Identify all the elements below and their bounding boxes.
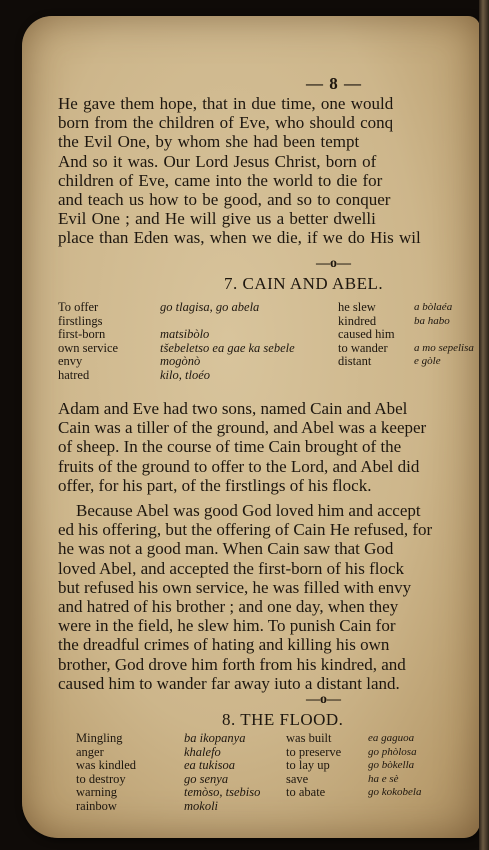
section-separator: —o— <box>316 256 351 271</box>
intro-paragraph <box>58 94 421 248</box>
vocab-translation-col-2 <box>368 732 421 800</box>
vocab-english-col-2 <box>338 301 395 369</box>
vocab-translation: temòso, tsebiso <box>184 785 261 800</box>
text-line: children of Eve, came into the world to die for <box>58 170 383 190</box>
vocab-term: caused him <box>338 327 395 342</box>
vocab-english-col <box>58 301 118 383</box>
vocab-translation: ea tukisoa <box>184 758 236 773</box>
page-number: — 8 — <box>306 74 362 93</box>
vocab-translation: tšebeletso ea gae ka sebele <box>160 340 295 355</box>
vocab-translation: go senya <box>184 771 229 786</box>
vocab-translation-col-2 <box>414 301 474 369</box>
text-line: loved Abel, and accepted the first-born of his flock <box>58 558 405 578</box>
text-line: ed his offering, but the offering of Cain He refused, for <box>58 520 433 540</box>
text-line: Adam and Eve had two sons, named Cain and Abel <box>58 399 408 418</box>
vocabulary-list <box>58 732 480 822</box>
text-line: the dreadful crimes of hating and killing his own <box>58 635 390 655</box>
vocab-translation: go tlagisa, go abela <box>160 300 260 314</box>
text-line: were in the field, he slew him. To punish Cain for <box>58 616 396 636</box>
text-line: the Evil One, by whom she had been tempt <box>58 132 360 152</box>
text-line: he was not a good man. When Cain saw that God <box>58 539 394 559</box>
vocab-translation: ea gaguoa <box>368 732 415 744</box>
vocab-term: to lay up <box>286 758 330 773</box>
text-line: but refused his own service, he was filled with envy <box>58 577 412 597</box>
vocab-english-col-2 <box>286 732 341 800</box>
vocab-translation: ha e sè <box>368 772 399 785</box>
text-line: Because Abel was good God loved him and accept <box>76 501 421 520</box>
text-line: Evil One ; and He will give us a better dwelli <box>58 209 376 229</box>
vocab-term: envy <box>58 354 83 369</box>
story-paragraph-1 <box>58 399 426 495</box>
vocab-translation: ba ikopanya <box>184 731 246 745</box>
vocab-translation-col <box>184 732 260 814</box>
vocab-translation: mokoli <box>184 798 219 813</box>
vocab-translation: khalefo <box>184 744 221 759</box>
vocab-translation: mogònò <box>160 354 201 369</box>
section-heading: 8. THE FLOOD. <box>222 710 344 729</box>
vocab-translation: ba habo <box>414 314 450 327</box>
vocab-term: to destroy <box>76 771 126 786</box>
vocab-term: To offer <box>58 300 99 314</box>
vocab-translation: a mo sepelisa <box>414 341 474 354</box>
vocab-term: first-born <box>58 327 106 342</box>
text-line: caused him to wander far away iuto a distant land. <box>58 673 400 693</box>
text-line: and teach us how to be good, and so to conquer <box>58 190 391 210</box>
vocab-english-col <box>76 732 136 814</box>
vocab-term: anger <box>76 744 104 759</box>
vocab-translation <box>414 328 474 342</box>
text-line: brother, God drove him forth from his kindred, and <box>58 654 406 674</box>
story-paragraph-2 <box>58 501 432 693</box>
vocab-term: to wander <box>338 340 388 355</box>
section-separator: —o— <box>306 692 341 707</box>
vocab-translation: e gòle <box>414 355 441 368</box>
vocab-term: to preserve <box>286 744 342 759</box>
vocab-term: own service <box>58 340 119 355</box>
vocab-translation: matsibòlo <box>160 327 210 342</box>
vocabulary-list <box>58 301 480 391</box>
vocab-term: save <box>286 771 309 786</box>
vocab-term: hatred <box>58 367 90 382</box>
vocab-term: to abate <box>286 785 326 800</box>
text-line: and hatred of his brother ; and one day, when they <box>58 597 399 617</box>
vocab-translation: go kokobela <box>368 786 422 799</box>
text-line: He gave them hope, that in due time, one would <box>58 94 394 113</box>
book-page <box>22 16 480 838</box>
vocab-term: he slew <box>338 300 376 314</box>
vocab-term: kindred <box>338 313 377 328</box>
text-line: And so it was. Our Lord Jesus Christ, born of <box>58 151 377 171</box>
text-line: fruits of the ground to offer to the Lord, and Abel did <box>58 456 420 476</box>
vocab-term: rainbow <box>76 798 117 813</box>
vocab-translation <box>160 315 295 329</box>
vocab-translation: go bòkella <box>368 759 415 772</box>
vocab-term: firstlings <box>58 313 103 328</box>
book-spine <box>479 0 489 850</box>
vocab-term: distant <box>338 354 372 369</box>
vocab-term: warning <box>76 785 117 800</box>
text-line: born from the children of Eve, who should conq <box>58 113 394 133</box>
vocab-translation: a bòlaéa <box>414 301 453 313</box>
vocab-translation-col <box>160 301 295 383</box>
text-line: of sheep. In the course of time Cain brought of the <box>58 437 402 457</box>
section-heading: 7. CAIN AND ABEL. <box>224 274 384 293</box>
text-line: Cain was a tiller of the ground, and Abel was a keeper <box>58 418 427 438</box>
vocab-term: was kindled <box>76 758 137 773</box>
text-line: offer, for his part, of the firstlings of his flock. <box>58 475 372 495</box>
text-line: place than Eden was, when we die, if we do His wil <box>58 228 421 248</box>
vocab-translation: go phòlosa <box>368 745 417 758</box>
vocab-term: was built <box>286 731 332 745</box>
vocab-translation: kilo, tloéo <box>160 367 210 382</box>
vocab-term: Mingling <box>76 731 123 745</box>
